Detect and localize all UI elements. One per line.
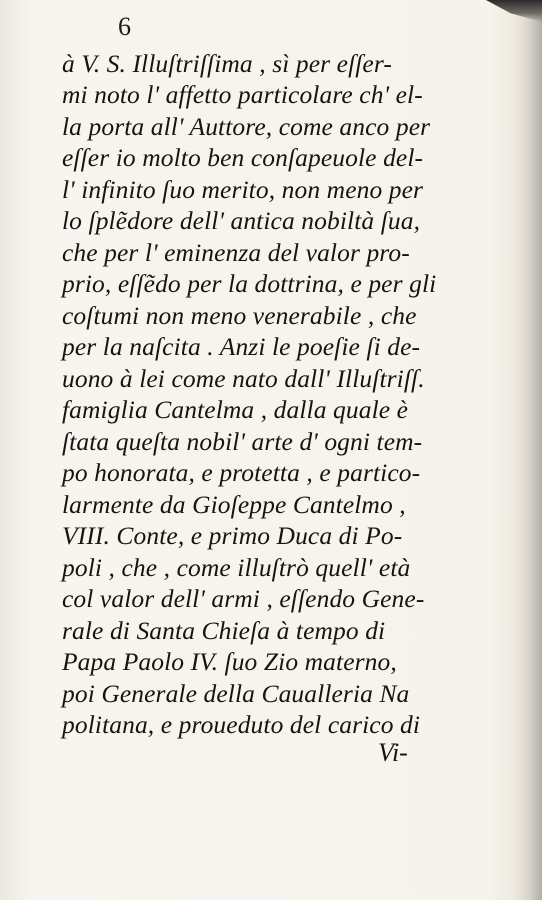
page-gutter-shadow bbox=[512, 0, 542, 900]
text-line: à V. S. Illuſtriſſima , sì per eſſer- bbox=[62, 49, 392, 78]
text-line: poi Generale della Caualleria Na bbox=[62, 679, 410, 708]
text-line: per la naſcita . Anzi le poeſie ſi de- bbox=[62, 332, 421, 361]
text-line: col valor dell' armi , eſſendo Gene- bbox=[62, 584, 425, 613]
page-corner-edge bbox=[472, 0, 542, 22]
text-line: politana, e proueduto del carico di bbox=[62, 710, 421, 739]
text-line: po honorata, e protetta , e partico- bbox=[62, 458, 421, 487]
text-line: ſtata queſta nobil' arte d' ogni tem- bbox=[62, 427, 423, 456]
text-line: lo ſplẽdore dell' antica nobiltà ſua, bbox=[62, 206, 421, 235]
text-line: l' infinito ſuo merito, non meno per bbox=[62, 175, 424, 204]
text-line: coſtumi non meno venerabile , che bbox=[62, 301, 417, 330]
catchword: Vi- bbox=[378, 738, 408, 767]
text-line: che per l' eminenza del valor pro- bbox=[62, 238, 410, 267]
text-line: rale di Santa Chieſa à tempo di bbox=[62, 616, 386, 645]
text-line: mi noto l' affetto particolare ch' el- bbox=[62, 80, 423, 109]
page-number: 6 bbox=[118, 12, 131, 41]
text-line: Papa Paolo IV. ſuo Zio materno, bbox=[62, 647, 397, 676]
text-line: prio, eſſẽdo per la dottrina, e per gli bbox=[62, 269, 437, 298]
text-line: la porta all' Auttore, come anco per bbox=[62, 112, 431, 141]
text-line: famiglia Cantelma , dalla quale è bbox=[62, 395, 409, 424]
text-line: VIII. Conte, e primo Duca di Po- bbox=[62, 521, 403, 550]
text-line: poli , che , come illuſtrò quell' età bbox=[62, 553, 411, 582]
text-line: uono à lei come nato dall' Illuſtriſſ. bbox=[62, 364, 425, 393]
text-line: eſſer io molto ben conſapeuole del- bbox=[62, 143, 424, 172]
text-line: larmente da Gioſeppe Cantelmo , bbox=[62, 490, 406, 519]
